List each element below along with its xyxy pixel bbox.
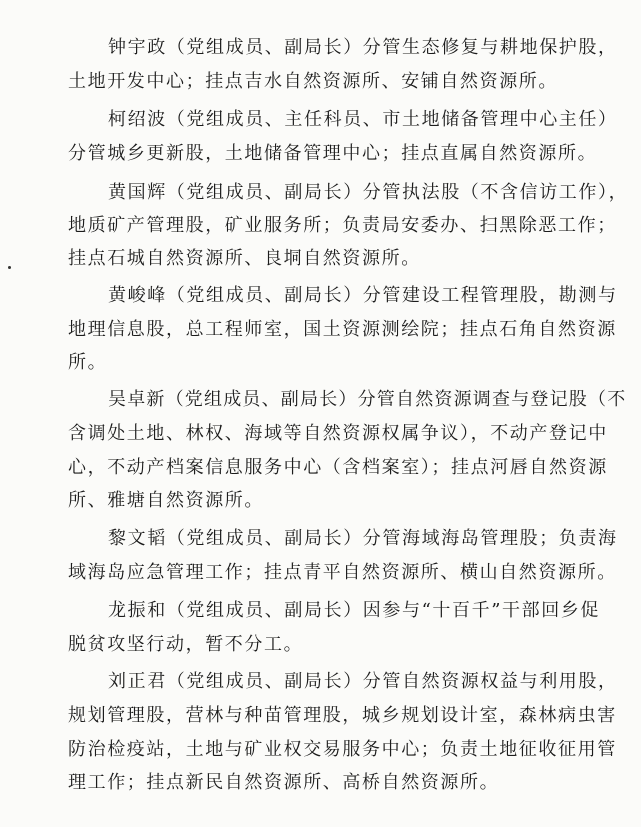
text-line: 地理信息股，总工程师室，国土资源测绘院；挂点石角自然资源 bbox=[68, 319, 617, 340]
scan-speck bbox=[8, 266, 11, 269]
text-line: 柯绍波（党组成员、主任科员、市土地储备管理中心主任） bbox=[108, 109, 618, 130]
text-line: 防治检疫站，土地与矿业权交易服务中心；负责土地征收征用管 bbox=[68, 739, 617, 760]
text-line: 钟宇政（党组成员、副局长）分管生态修复与耕地保护股， bbox=[108, 37, 618, 58]
text-line: 黄峻峰（党组成员、副局长）分管建设工程管理股，勘测与 bbox=[108, 285, 618, 306]
text-line: 所、雅塘自然资源所。 bbox=[68, 490, 264, 511]
text-line: 吴卓新（党组成员、副局长）分管自然资源调查与登记股（不 bbox=[108, 389, 627, 410]
text-line: 挂点石城自然资源所、良垌自然资源所。 bbox=[68, 248, 421, 269]
text-line: 心，不动产档案信息服务中心（含档案室）；挂点河唇自然资源 bbox=[68, 457, 608, 478]
text-line: 分管城乡更新股，土地储备管理中心；挂点直属自然资源所。 bbox=[68, 143, 598, 164]
text-line: 龙振和（党组成员、副局长）因参与“十百千”干部回乡促 bbox=[108, 600, 601, 621]
text-line: 黎文韬（党组成员、副局长）分管海域海岛管理股；负责海 bbox=[108, 528, 618, 549]
text-line: 土地开发中心；挂点吉水自然资源所、安铺自然资源所。 bbox=[68, 71, 558, 92]
text-line: 脱贫攻坚行动，暂不分工。 bbox=[68, 634, 304, 655]
text-line: 域海岛应急管理工作；挂点青平自然资源所、横山自然资源所。 bbox=[68, 562, 617, 583]
text-line: 刘正君（党组成员、副局长）分管自然资源权益与利用股， bbox=[108, 671, 618, 692]
text-line: 黄国辉（党组成员、副局长）分管执法股（不含信访工作）， bbox=[108, 182, 629, 203]
text-line: 理工作；挂点新民自然资源所、高桥自然资源所。 bbox=[68, 772, 500, 793]
text-line: 所。 bbox=[68, 352, 108, 373]
text-line: 地质矿产管理股，矿业服务所；负责局安委办、扫黑除恶工作； bbox=[68, 215, 617, 236]
text-line: 规划管理股，营林与种苗管理股，城乡规划设计室，森林病虫害 bbox=[68, 705, 617, 726]
text-line: 含调处土地、林权、海域等自然资源权属争议），不动产登记中 bbox=[68, 423, 608, 444]
